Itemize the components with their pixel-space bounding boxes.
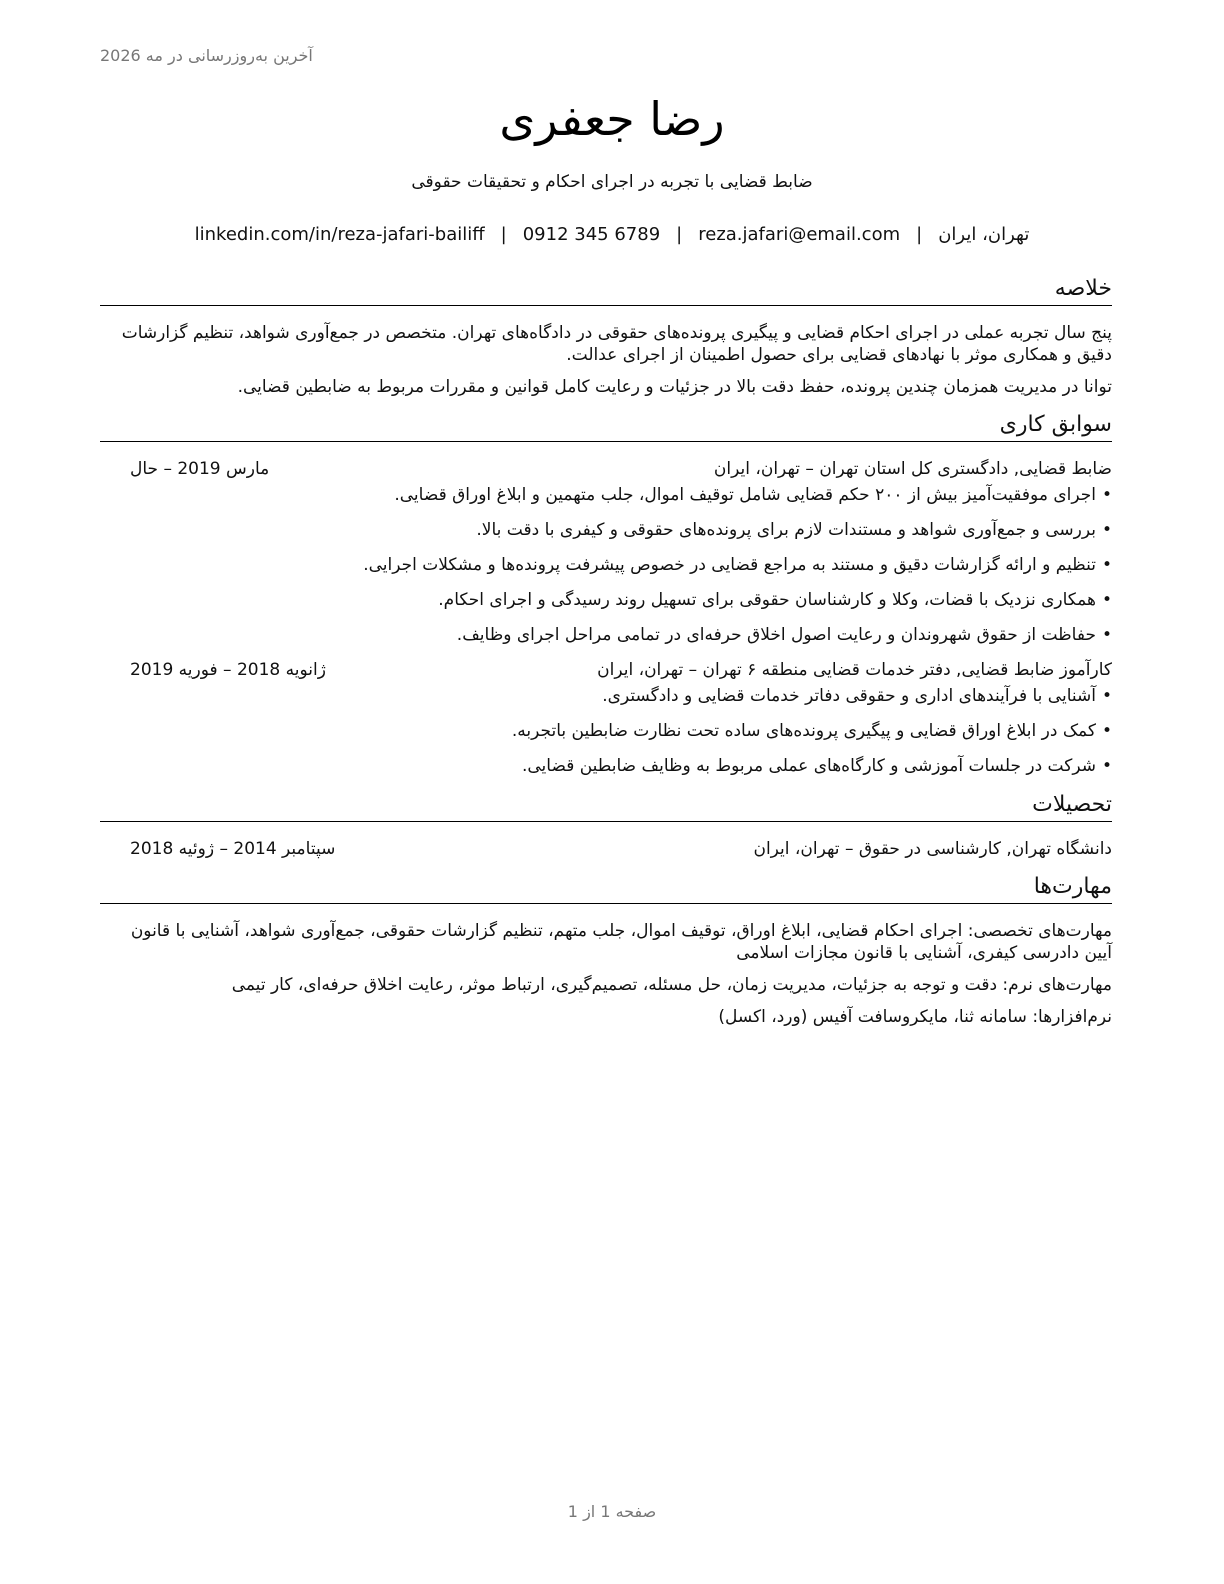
bullet-icon: • — [1101, 686, 1112, 706]
summary-paragraph: توانا در مدیریت همزمان چندین پرونده، حفظ دقت بالا در جزئیات و رعایت کامل قوانین و مقررات مربوط به ضابطین قضایی. — [237, 377, 1112, 397]
job-dates: مارس 2019 – حال — [130, 459, 270, 479]
candidate-name: رضا جعفری — [499, 92, 725, 146]
education-dates: سپتامبر 2014 – ژوئیه 2018 — [130, 839, 336, 859]
list-item: •حفاظت از حقوق شهروندان و رعایت اصول اخلاق حرفه‌ای در تمامی مراحل اجرای وظایف. — [456, 625, 1112, 645]
education-title: تحصیلات — [100, 790, 1112, 822]
contact-line — [0, 224, 1224, 245]
education-section — [100, 790, 1112, 860]
bullet-icon: • — [1101, 555, 1112, 575]
list-item: •همکاری نزدیک با قضات، وکلا و کارشناسان حقوقی برای تسهیل روند رسیدگی و اجرای احکام. — [438, 590, 1112, 610]
summary-title: خلاصه — [100, 274, 1112, 306]
skills-line: مهارت‌های تخصصی: اجرای احکام قضایی، ابلاغ اوراق، توقیف اموال، جلب متهم، تنظیم گزارشات حقوقی، جمع‌آوری شواهد، آشنایی با قانون آیین دادرسی کیفری، آشنایی با قانون مجازات اسلامی — [130, 921, 1112, 963]
bullet-icon: • — [1101, 520, 1112, 540]
contact-separator: | — [676, 224, 683, 245]
contact-separator: | — [916, 224, 923, 245]
experience-title: سوابق کاری — [100, 410, 1112, 442]
job-role: کارآموز ضابط قضایی, دفتر خدمات قضایی منطقه ۶ تهران – تهران، ایران — [597, 660, 1112, 680]
skills-title: مهارت‌ها — [100, 872, 1112, 904]
list-item: •اجرای موفقیت‌آمیز بیش از ۲۰۰ حکم قضایی شامل توقیف اموال، جلب متهمین و ابلاغ اوراق قضایی. — [394, 485, 1112, 505]
skills-line: نرم‌افزارها: سامانه ثنا، مایکروسافت آفیس (ورد، اکسل) — [718, 1007, 1112, 1027]
summary-paragraph: پنج سال تجربه عملی در اجرای احکام قضایی و پیگیری پرونده‌های حقوقی در دادگاه‌های تهران. متخصص در جمع‌آوری شواهد، تنظیم گزارشات دقیق و همکاری موثر با نهادهای قضایی برای حصول اطمینان از اجرای عدالت. — [121, 323, 1112, 365]
bullet-icon: • — [1101, 485, 1112, 505]
bullet-icon: • — [1101, 590, 1112, 610]
page-number: صفحه 1 از 1 — [567, 1502, 657, 1521]
bullet-icon: • — [1101, 625, 1112, 645]
contact-location: تهران، ایران — [938, 224, 1030, 245]
job-role: ضابط قضایی, دادگستری کل استان تهران – تهران، ایران — [713, 459, 1112, 479]
candidate-tagline: ضابط قضایی با تجربه در اجرای احکام و تحقیقات حقوقی — [411, 172, 813, 192]
skills-line: مهارت‌های نرم: دقت و توجه به جزئیات، مدیریت زمان، حل مسئله، تصمیم‌گیری، ارتباط موثر، رعایت اخلاق حرفه‌ای، کار تیمی — [231, 975, 1112, 995]
bullet-icon: • — [1101, 756, 1112, 776]
summary-section — [100, 274, 1112, 398]
contact-email[interactable]: reza.jafari@email.com — [698, 224, 901, 245]
education-entry — [100, 838, 1112, 860]
contact-separator: | — [500, 224, 507, 245]
education-degree: دانشگاه تهران, کارشناسی در حقوق – تهران، ایران — [753, 839, 1112, 859]
list-item: •بررسی و جمع‌آوری شواهد و مستندات لازم برای پرونده‌های حقوقی و کیفری با دقت بالا. — [476, 520, 1112, 540]
bullet-icon: • — [1101, 721, 1112, 741]
job-header — [100, 458, 1112, 480]
experience-section — [100, 410, 1112, 777]
job-entry — [100, 659, 1112, 777]
contact-phone: 0912 345 6789 — [522, 224, 661, 245]
list-item: •آشنایی با فرآیندهای اداری و حقوقی دفاتر خدمات قضایی و دادگستری. — [602, 686, 1112, 706]
job-header — [100, 659, 1112, 681]
list-item: •شرکت در جلسات آموزشی و کارگاه‌های عملی مربوط به وظایف ضابطین قضایی. — [521, 756, 1112, 776]
job-bullets — [100, 484, 1112, 646]
last-updated-note: آخرین به‌روزرسانی در مه 2026 — [100, 46, 313, 65]
contact-linkedin[interactable]: linkedin.com/in/reza-jafari-bailiff — [194, 224, 485, 245]
resume-content — [100, 274, 1112, 1040]
list-item: •کمک در ابلاغ اوراق قضایی و پیگیری پرونده‌های ساده تحت نظارت ضابطین باتجربه. — [511, 721, 1112, 741]
job-entry — [100, 458, 1112, 646]
job-dates: ژانویه 2018 – فوریه 2019 — [130, 660, 326, 680]
list-item: •تنظیم و ارائه گزارشات دقیق و مستند به مراجع قضایی در خصوص پیشرفت پرونده‌ها و مشکلات اجرایی. — [363, 555, 1112, 575]
skills-section — [100, 872, 1112, 1028]
job-bullets — [100, 685, 1112, 777]
